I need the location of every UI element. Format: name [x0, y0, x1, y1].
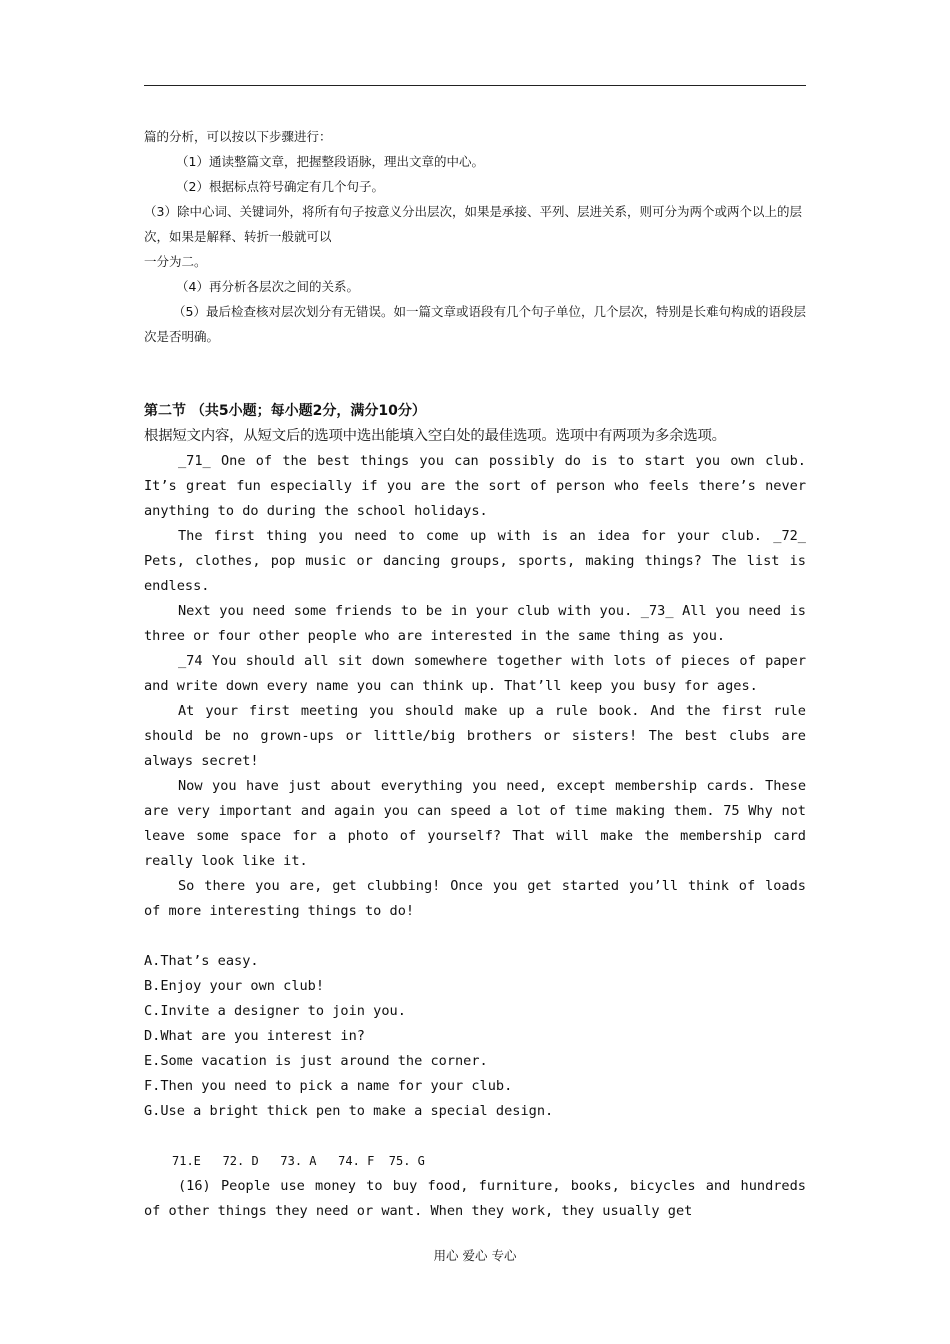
option-b: B.Enjoy your own club! [144, 978, 325, 994]
header-rule [144, 85, 806, 86]
option-f: F.Then you need to pick a name for your club. [144, 1078, 513, 1094]
passage-paragraph: _74 You should all sit down somewhere together with lots of pieces of paper and write down every name you can think up. That’ll keep you busy for ages. [144, 653, 806, 694]
section-instruction: 根据短文内容，从短文后的选项中选出能填入空白处的最佳选项。选项中有两项为多余选项。 [144, 428, 726, 444]
spacer [144, 1124, 806, 1149]
option-c: C.Invite a designer to join you. [144, 1003, 406, 1019]
option-d: D.What are you interest in? [144, 1028, 365, 1044]
method-step-3: （3）除中心词、关键词外，将所有句子按意义分出层次，如果是承接、平列、层进关系，则可分为两个或两个以上的层次，如果是解释、转折一般就可以 [144, 204, 802, 244]
option-a: A.That’s easy. [144, 953, 259, 969]
answer-key: 71.E 72. D 73. A 74. F 75. G [172, 1154, 425, 1168]
method-step-3-continued: 一分为二。 [144, 254, 207, 269]
method-step-5: （5）最后检查核对层次划分有无错误。如一篇文章或语段有几个句子单位，几个层次，特别是长难句构成的语段层次是否明确。 [144, 304, 806, 344]
passage-paragraph: At your first meeting you should make up a rule book. And the first rule should be no grown-ups or little/big brothers or sisters! The best clubs are always secret! [144, 703, 806, 769]
method-step-1: （1）通读整篇文章，把握整段语脉，理出文章的中心。 [176, 154, 484, 169]
section-title: 第二节 （共5小题；每小题2分，满分10分） [144, 403, 426, 419]
passage-paragraph: Next you need some friends to be in your club with you. _73_ All you need is three or four other people who are interested in the same thing as you. [144, 603, 806, 644]
option-e: E.Some vacation is just around the corner. [144, 1053, 488, 1069]
spacer [144, 349, 806, 399]
passage-paragraph: So there you are, get clubbing! Once you get started you’ll think of loads of more interesting things to do! [144, 878, 806, 919]
passage-paragraph: The first thing you need to come up with is an idea for your club. _72_ Pets, clothes, pop music or dancing groups, sports, making things? The list is endless. [144, 528, 806, 594]
method-step-4: （4）再分析各层次之间的关系。 [176, 279, 359, 294]
passage-paragraph: Now you have just about everything you need, except membership cards. These are very important and again you can speed a lot of time making them. 75 Why not leave some space for a photo of yourself? That will make the membership card really look like it. [144, 778, 806, 869]
spacer [144, 924, 806, 949]
page-content [144, 124, 806, 1224]
options-list [144, 949, 806, 1124]
passage [144, 449, 806, 924]
method-intro: 篇的分析，可以按以下步骤进行： [144, 129, 332, 144]
method-step-2: （2）根据标点符号确定有几个句子。 [176, 179, 384, 194]
next-passage-start: (16) People use money to buy food, furniture, books, bicycles and hundreds of other things they need or want. When they work, they usually get [144, 1178, 806, 1219]
option-g: G.Use a bright thick pen to make a special design. [144, 1103, 554, 1119]
page-footer: 用心 爱心 专心 [433, 1248, 517, 1263]
passage-paragraph: _71_ One of the best things you can possibly do is to start you own club. It’s great fun especially if you are the sort of person who feels there’s never anything to do during the school holidays. [144, 453, 806, 519]
